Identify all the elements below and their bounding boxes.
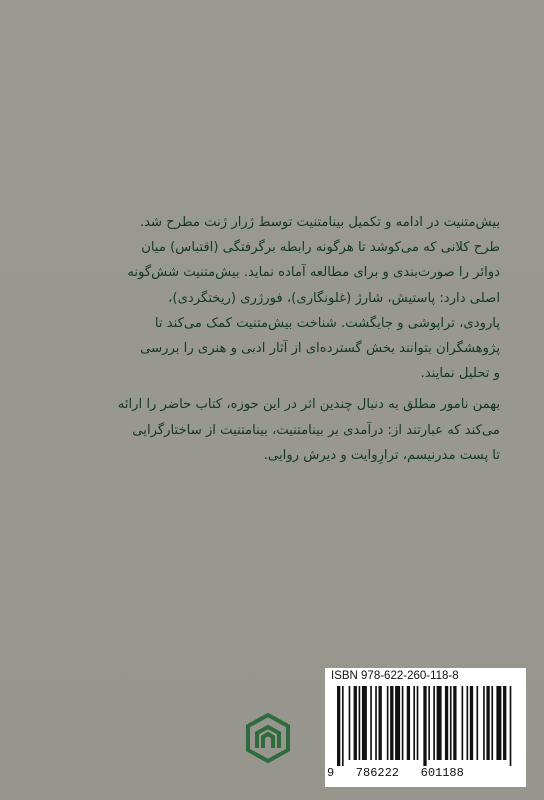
publisher-logo-icon xyxy=(244,712,292,764)
barcode-bar xyxy=(428,686,430,760)
blurb-line: و تحلیل نمایند. xyxy=(420,366,500,382)
barcode-bar xyxy=(342,686,344,766)
barcode-bar xyxy=(407,686,410,760)
blurb-line: بیش‌متنیت در ادامه و تکمیل بینامتنیت توسط ژرار ژنت مطرح شد. xyxy=(139,215,500,230)
barcode-bar xyxy=(359,686,361,760)
barcode-bar xyxy=(354,686,357,760)
barcode-bar xyxy=(390,686,393,760)
barcode-bar xyxy=(370,686,372,760)
barcode-bar xyxy=(402,686,404,760)
isbn-label: ISBN 978-622-260-118-8 xyxy=(331,670,459,682)
barcode-bar xyxy=(417,686,419,760)
barcode-bar xyxy=(510,686,512,766)
barcode-bar xyxy=(437,686,442,760)
barcode-bar xyxy=(395,686,400,760)
barcode-bar xyxy=(470,686,473,760)
barcode-digits: 9 786222 601188 xyxy=(327,766,464,780)
blurb-paragraph-2 xyxy=(40,392,500,468)
barcode-bar xyxy=(503,686,506,760)
isbn-barcode xyxy=(325,668,526,787)
barcode-bar xyxy=(445,686,448,760)
barcode-bar xyxy=(496,686,501,760)
barcode-bar xyxy=(483,686,485,760)
barcode-bar xyxy=(423,686,426,766)
barcode-bar xyxy=(379,686,382,760)
barcode-bar xyxy=(462,686,464,760)
barcode-bar xyxy=(413,686,415,760)
barcode-bar xyxy=(375,686,377,760)
blurb-line: می‌کند که عبارتند از: درآمدی بر بینامتنیت، بینامتنیت از ساختارگرایی xyxy=(132,422,500,438)
barcode-bar xyxy=(453,686,456,760)
barcode-bar xyxy=(387,686,389,760)
blurb-line: دوائر را صورت‌بندی و برای مطالعه آماده نماید. بیش‌متنیت شش‌گونه xyxy=(127,265,500,281)
barcode-bar xyxy=(486,686,489,760)
blurb-line: بهمن نامور مطلق به دنبال چندین اثر در این حوزه، کتاب حاضر را ارائه xyxy=(117,397,500,413)
barcode-bar xyxy=(362,686,367,760)
barcode-bar xyxy=(467,686,469,760)
blurb-line: پارودی، تراپوشی و جایگشت. شناخت بیش‌متنیت کمک می‌کند تا xyxy=(154,315,500,331)
blurb-line: پژوهشگران بتوانند بخش گسترده‌ای از آثار ادبی و هنری را بررسی xyxy=(140,341,500,357)
barcode-bar xyxy=(433,686,435,760)
blurb-line: تا پست مدرنیسم، ترارِوایت و دیرش روایی. xyxy=(263,447,500,463)
blurb-text xyxy=(40,210,500,474)
barcode-bar xyxy=(349,686,351,760)
blurb-line: طرح کلانی که می‌کوشد تا هرگونه رابطه برگرفتگی (اقتباس) میان xyxy=(141,240,500,256)
barcode-bar xyxy=(450,686,452,760)
barcode-bar xyxy=(476,686,478,760)
barcode-bar xyxy=(491,686,493,760)
blurb-line: اصلی دارد: پاستیش، شارژ (غلونگاری)، فورژری (ریختگردی)، xyxy=(168,290,500,306)
blurb-paragraph-1 xyxy=(40,210,500,386)
barcode-bar xyxy=(337,686,340,766)
barcode-bars xyxy=(335,686,517,766)
